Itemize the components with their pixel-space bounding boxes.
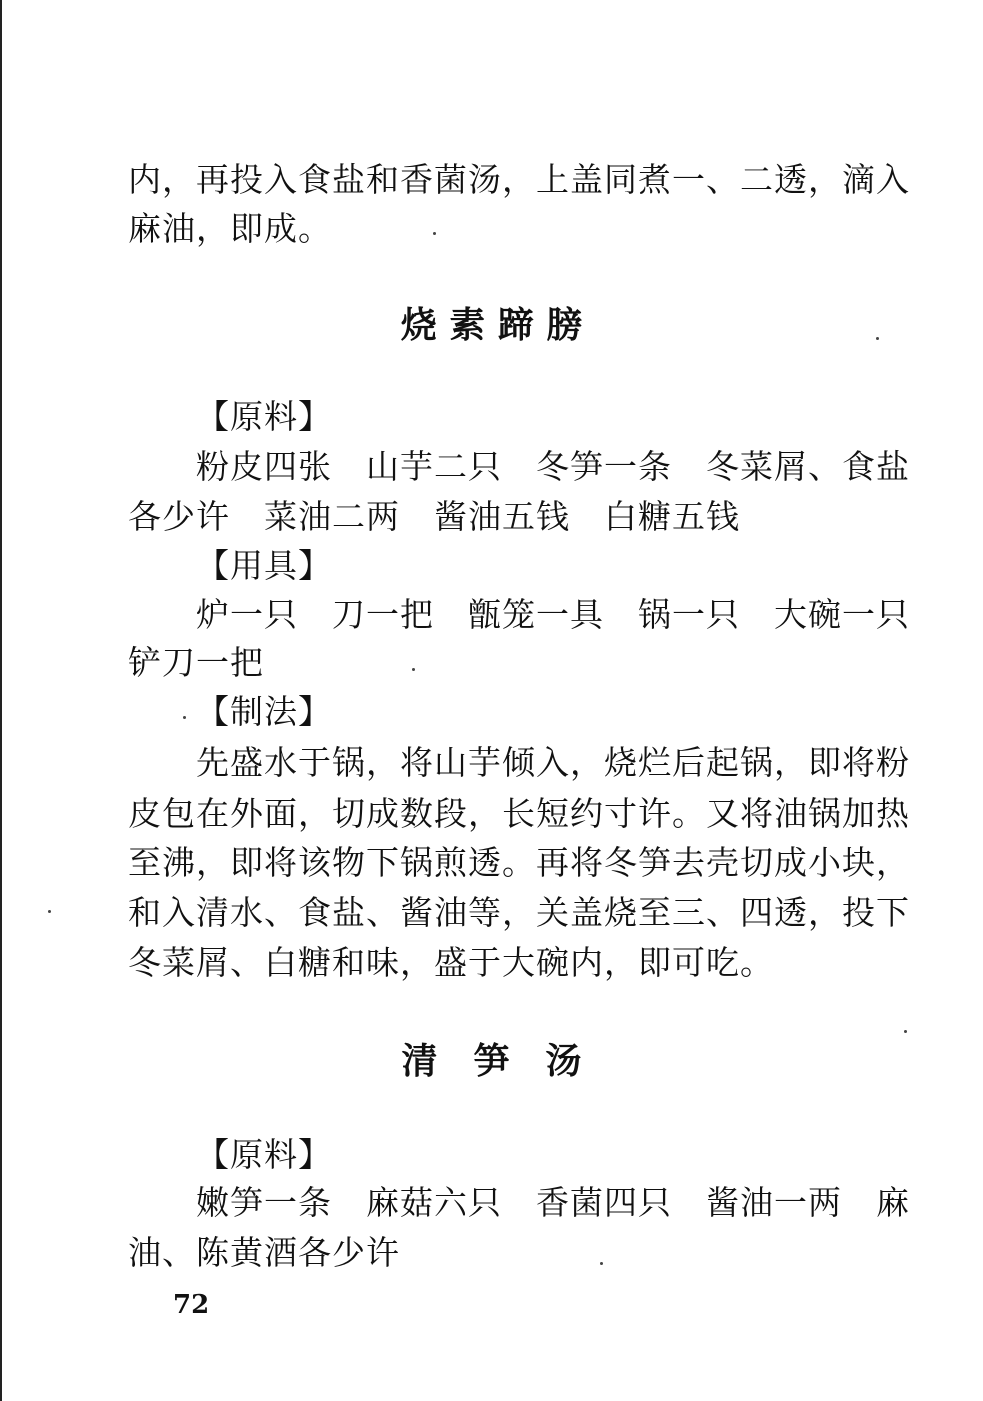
method-label: 【制法】 (196, 692, 332, 731)
scan-speck (433, 232, 436, 235)
recipe-title: 烧 素 蹄 膀 (400, 304, 583, 346)
method-line: 至沸，即将该物下锅煎透。再将冬笋去壳切成小块， (128, 843, 910, 882)
scan-speck (904, 1030, 907, 1033)
intro-line-1: 内，再投入食盐和香菌汤，上盖同煮一、二透，滴入 (128, 160, 910, 199)
ingredients-label: 【原料】 (196, 1135, 332, 1174)
method-line: 先盛水于锅，将山芋倾入，烧烂后起锅，即将粉 (196, 743, 910, 782)
ingredients-line-1: 粉皮四张 山芋二只 冬笋一条 冬菜屑、食盐 (196, 447, 910, 486)
recipe-title: 清 笋 汤 (401, 1040, 582, 1082)
scan-speck (876, 337, 879, 340)
tools-label: 【用具】 (196, 546, 332, 585)
method-line: 和入清水、食盐、酱油等，关盖烧至三、四透，投下 (128, 893, 910, 932)
ingredients-label: 【原料】 (196, 397, 332, 436)
method-line: 皮包在外面，切成数段，长短约寸许。又将油锅加热 (128, 794, 910, 833)
page-number: 72 (173, 1290, 210, 1320)
page-edge (0, 0, 2, 1401)
tools-line-1: 炉一只 刀一把 甑笼一具 锅一只 大碗一只 (196, 595, 910, 634)
ingredients-line-2: 油、陈黄酒各少许 (128, 1233, 400, 1272)
scan-speck (600, 1262, 603, 1265)
scan-speck (48, 910, 51, 913)
ingredients-line-1: 嫩笋一条 麻菇六只 香菌四只 酱油一两 麻 (196, 1183, 910, 1222)
ingredients-line-2: 各少许 菜油二两 酱油五钱 白糖五钱 (128, 497, 740, 536)
tools-line-2: 铲刀一把 (128, 643, 264, 682)
method-line: 冬菜屑、白糖和味，盛于大碗内，即可吃。 (128, 943, 774, 982)
intro-line-2: 麻油，即成。 (128, 209, 332, 248)
scan-speck (412, 668, 415, 671)
scan-speck (183, 716, 186, 719)
